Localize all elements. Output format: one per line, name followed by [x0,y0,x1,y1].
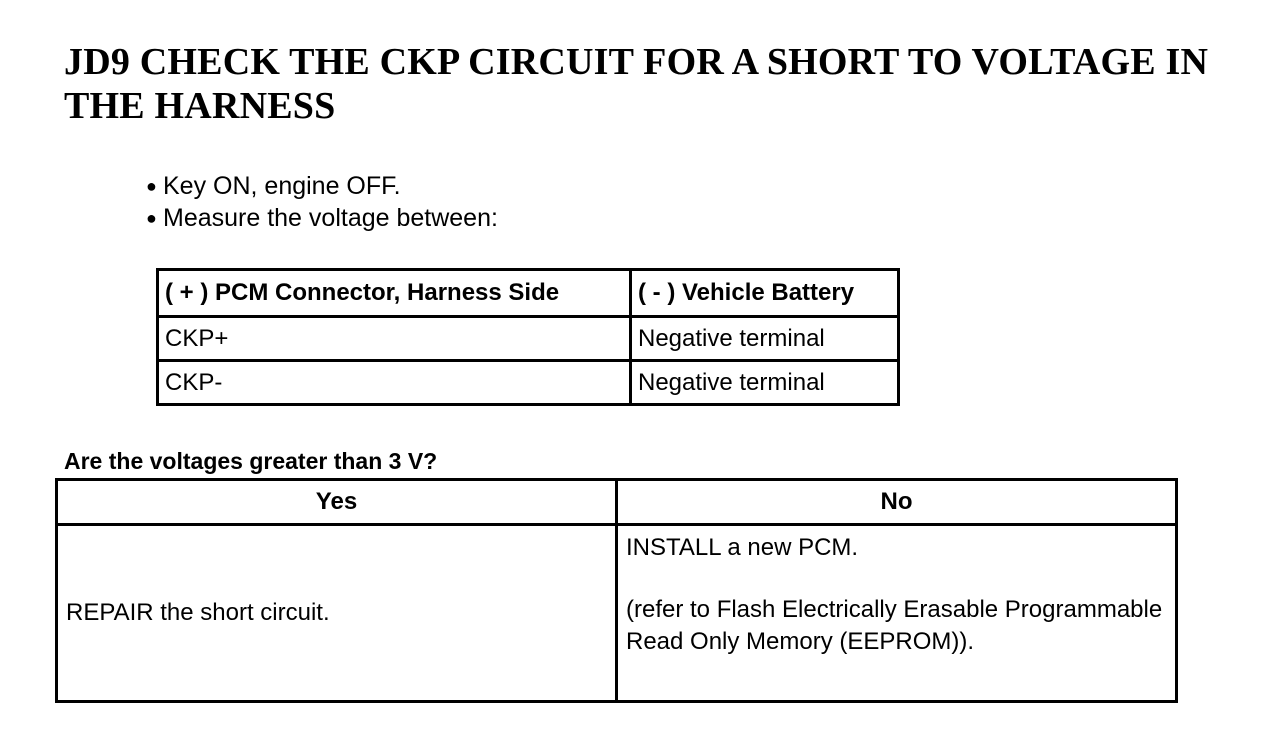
table-header-row [158,270,899,317]
step-list [146,170,498,234]
page-title: JD9 CHECK THE CKP CIRCUIT FOR A SHORT TO VOLTAGE IN THE HARNESS [64,41,1209,127]
column-header-negative: ( - ) Vehicle Battery [631,270,899,317]
table-cell: CKP- [158,361,631,405]
bullet-icon: ● [146,176,157,196]
no-header: No [617,480,1177,525]
step-text: Measure the voltage between: [163,204,498,232]
table-row [158,317,899,361]
no-action [617,525,1177,702]
yes-action: REPAIR the short circuit. [57,525,617,702]
table-row [158,361,899,405]
column-header-positive: ( + ) PCM Connector, Harness Side [158,270,631,317]
measurement-table [156,268,900,406]
table-cell: CKP+ [158,317,631,361]
decision-table [55,478,1178,703]
list-item [146,170,498,202]
no-action-instruction: INSTALL a new PCM. [626,534,859,561]
list-item [146,202,498,234]
decision-question: Are the voltages greater than 3 V? [64,448,438,474]
yes-header: Yes [57,480,617,525]
bullet-icon: ● [146,208,157,228]
table-cell: Negative terminal [631,361,899,405]
table-header-row [57,480,1177,525]
no-action-reference: (refer to Flash Electrically Erasable Programmable Read Only Memory (EEPROM)). [626,596,1163,655]
table-row [57,525,1177,702]
table-cell: Negative terminal [631,317,899,361]
step-text: Key ON, engine OFF. [163,172,401,200]
